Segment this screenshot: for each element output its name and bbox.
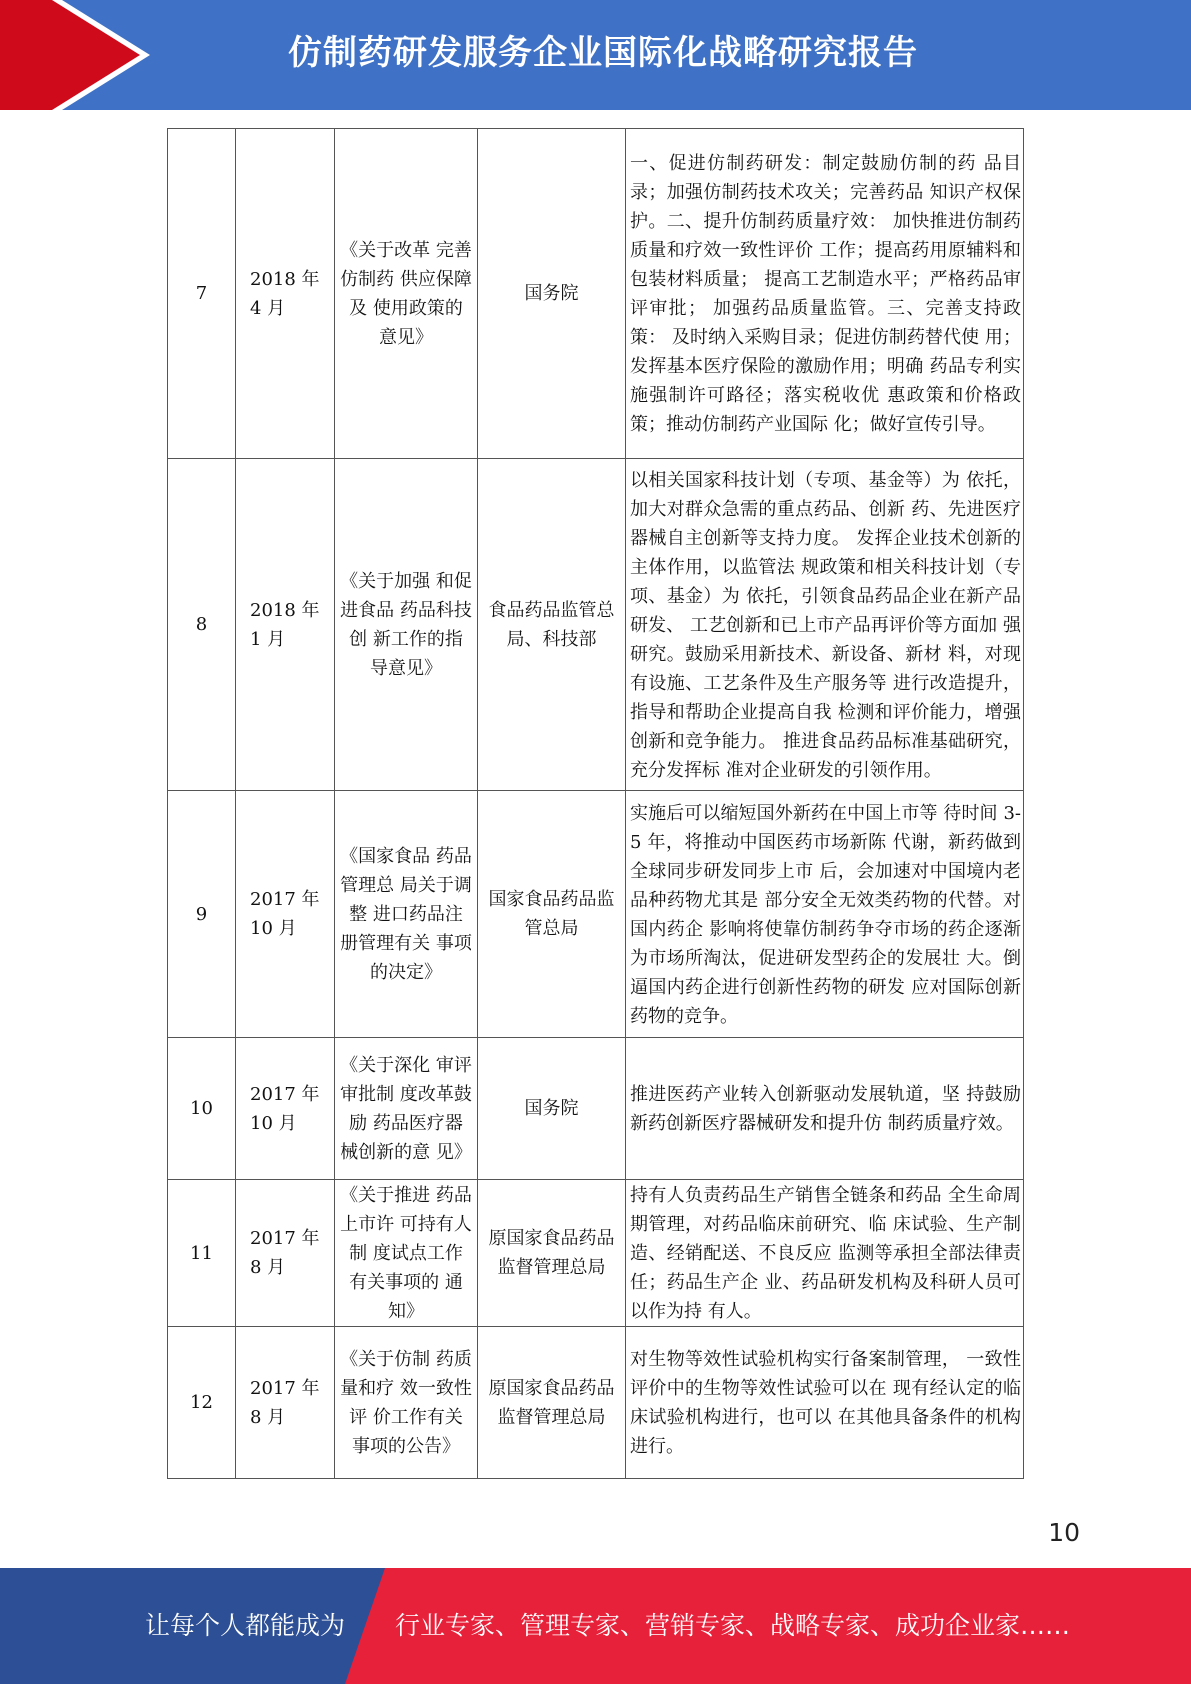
row-content: 实施后可以缩短国外新药在中国上市等 待时间 3-5 年，将推动中国医药市场新陈 代谢，新药做到全球同步研发同步上市 后，会加速对中国境内老品种药物尤其是 部分安全无效类药物的代替。对国内药企 影响将使靠仿制药争夺市场的药企逐渐 为市场所淘汰，促进研发型药企的发展壮 大。倒逼国内药企进行创新性药物的研发 应对国际创新药物的竞争。 — [630, 802, 1021, 1027]
row-issuer: 国家食品药品监管总局 — [488, 889, 615, 939]
row-number: 7 — [168, 129, 236, 459]
row-policy-name: 《关于推进 药品上市许 可持有人制 度试点工作 有关事项的 通知》 — [340, 1184, 472, 1322]
table-row — [168, 791, 1024, 1038]
row-content: 对生物等效性试验机构实行备案制管理， 一致性评价中的生物等效性试验可以在 现有经认定的临床试验机构进行，也可以 在其他具备条件的机构进行。 — [630, 1349, 1021, 1457]
row-number: 11 — [168, 1180, 236, 1327]
table-row — [168, 129, 1024, 459]
row-date: 2017 年 8 月 — [250, 1228, 320, 1278]
row-issuer: 原国家食品药品监督管理总局 — [488, 1228, 615, 1278]
report-title: 仿制药研发服务企业国际化战略研究报告 — [288, 33, 918, 73]
row-number: 8 — [168, 459, 236, 791]
row-number: 12 — [168, 1327, 236, 1479]
footer-slogan-left: 让每个人都能成为 — [144, 1611, 345, 1640]
row-issuer: 国务院 — [524, 283, 579, 304]
row-content: 推进医药产业转入创新驱动发展轨道，坚 持鼓励新药创新医疗器械研发和提升仿 制药质量疗效。 — [630, 1084, 1021, 1134]
row-number: 9 — [168, 791, 236, 1038]
row-policy-name: 《关于深化 审评审批制 度改革鼓励 药品医疗器 械创新的意 见》 — [340, 1054, 472, 1163]
row-date: 2018 年 1 月 — [250, 599, 320, 650]
page-footer — [0, 1568, 1191, 1684]
row-content: 以相关国家科技计划（专项、基金等）为 依托，加大对群众急需的重点药品、创新 药、先进医疗器械自主创新等支持力度。 发挥企业技术创新的主体作用，以监管法 规政策和相关科技计划（专项、基金）为 依托，引领食品药品企业在新产品研发、 工艺创新和已上市产品再评价等方面加 强研究。鼓励采用新技术、新设备、新材 料，对现有设施、工艺条件及生产服务等 进行改造提升，指导和帮助企业提高自我 检测和评价能力，增强创新和竞争能力。 推进食品药品标准基础研究，充分发挥标 准对企业研发的引领作用。 — [630, 469, 1021, 781]
row-policy-name: 《关于加强 和促进食品 药品科技创 新工作的指 导意见》 — [340, 570, 472, 679]
table-row — [168, 1180, 1024, 1327]
table-row — [168, 459, 1024, 791]
row-policy-name: 《关于仿制 药质量和疗 效一致性评 价工作有关 事项的公告》 — [340, 1348, 472, 1457]
row-date: 2017 年 10 月 — [250, 889, 320, 939]
row-date: 2017 年 10 月 — [250, 1083, 320, 1134]
row-policy-name: 《关于改革 完善仿制药 供应保障及 使用政策的 意见》 — [340, 239, 472, 348]
row-date: 2017 年 8 月 — [250, 1377, 320, 1428]
page-number: 10 — [1048, 1518, 1080, 1547]
row-policy-name: 《国家食品 药品管理总 局关于调整 进口药品注 册管理有关 事项的决定》 — [340, 845, 472, 983]
row-issuer: 国务院 — [524, 1098, 579, 1119]
row-content: 持有人负责药品生产销售全链条和药品 全生命周期管理，对药品临床前研究、临 床试验、生产制造、经销配送、不良反应 监测等承担全部法律责任；药品生产企 业、药品研发机构及科研人员可以作为持 有人。 — [630, 1185, 1021, 1322]
row-content: 一、促进仿制药研发：制定鼓励仿制的药 品目录；加强仿制药技术攻关；完善药品 知识产权保护。二、提升仿制药质量疗效： 加快推进仿制药质量和疗效一致性评价 工作；提高药用原辅料和包装材料质量； 提高工艺制造水平；严格药品审评审批； 加强药品质量监管。三、完善支持政策： 及时纳入采购目录；促进仿制药替代使 用；发挥基本医疗保险的激励作用；明确 药品专利实施强制许可路径；落实税收优 惠政策和价格政策；推动仿制药产业国际 化；做好宣传引导。 — [630, 153, 1021, 435]
policy-table — [167, 128, 1024, 1479]
row-issuer: 原国家食品药品监督管理总局 — [488, 1377, 615, 1428]
page-header — [0, 0, 1191, 110]
table-row — [168, 1327, 1024, 1479]
table-row — [168, 1038, 1024, 1180]
footer-slogan-right: 行业专家、管理专家、营销专家、战略专家、成功企业家…… — [395, 1611, 1071, 1640]
row-issuer: 食品药品监管总局、科技部 — [488, 599, 615, 650]
row-date: 2018 年 4 月 — [250, 268, 320, 319]
row-number: 10 — [168, 1038, 236, 1180]
